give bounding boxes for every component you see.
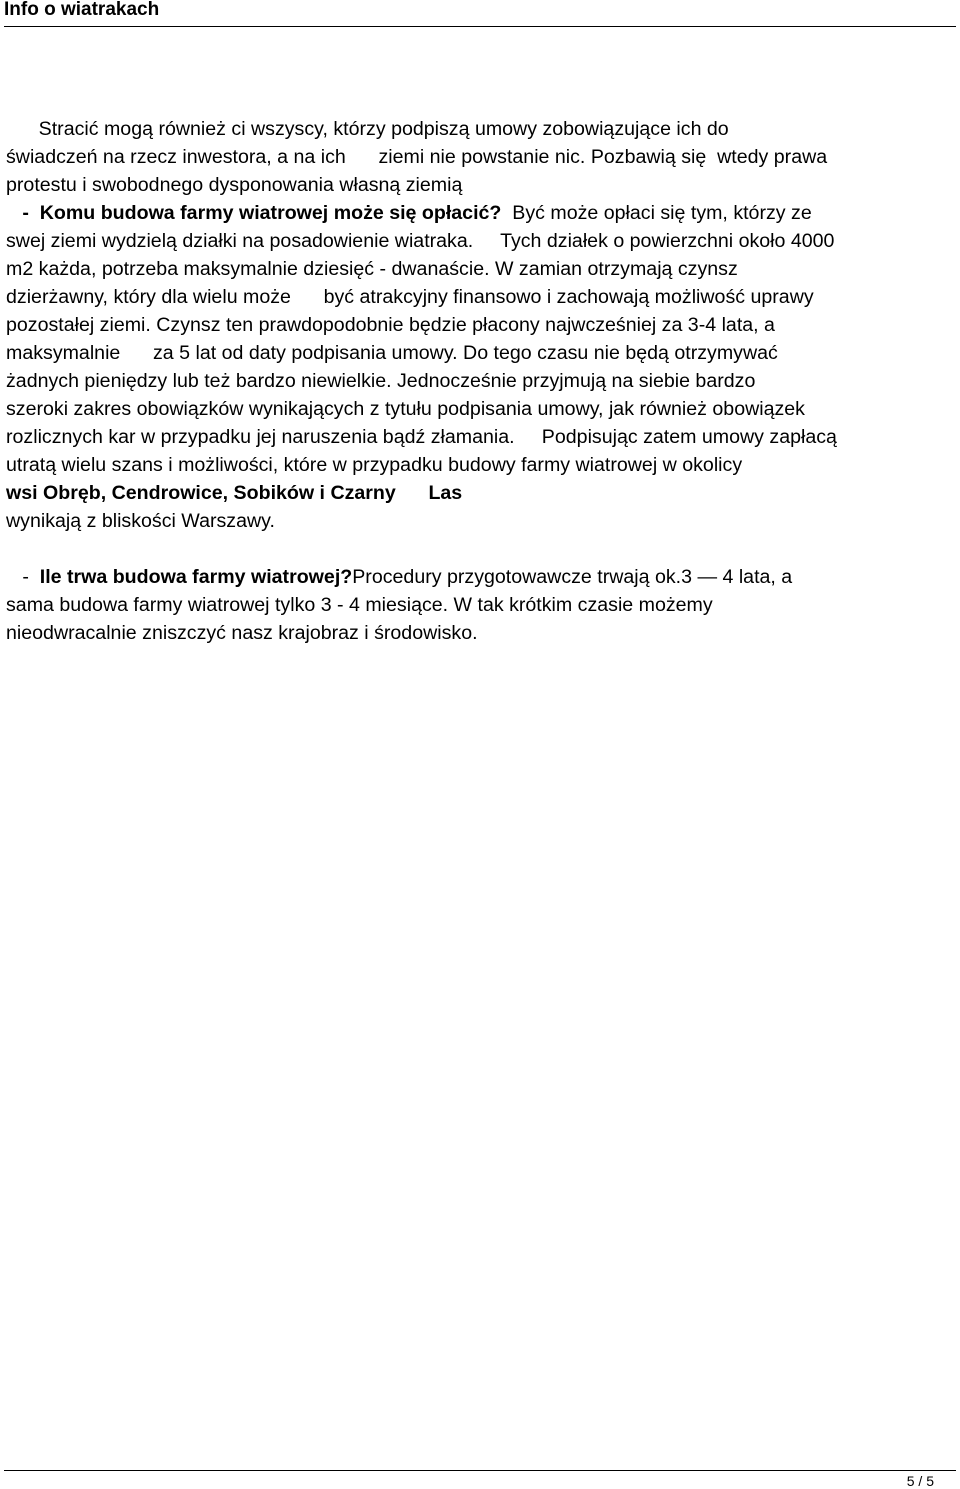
paragraph-line: maksymalnie za 5 lat od daty podpisania umowy. Do tego czasu nie będą otrzymywać bbox=[6, 342, 778, 364]
paragraph-line: szeroki zakres obowiązków wynikających z tytułu podpisania umowy, jak również obowiązek bbox=[6, 398, 805, 420]
paragraph-line: swej ziemi wydzielą działki na posadowienie wiatraka. Tych działek o powierzchni około 4000 bbox=[6, 230, 835, 252]
question-heading: - Komu budowa farmy wiatrowej może się opłacić? bbox=[6, 202, 502, 224]
blank-line bbox=[6, 535, 956, 563]
village-names: wsi Obręb, Cendrowice, Sobików i Czarny Las bbox=[6, 482, 463, 504]
page-footer bbox=[4, 1470, 956, 1488]
page-number: 5 / 5 bbox=[906, 1473, 934, 1489]
paragraph-line: m2 każda, potrzeba maksymalnie dziesięć - dwanaście. W zamian otrzymają czynsz bbox=[6, 258, 738, 280]
answer-text: Być może opłaci się tym, którzy ze bbox=[501, 202, 812, 224]
page-header bbox=[4, 0, 956, 27]
paragraph-line: Stracić mogą również ci wszyscy, którzy podpiszą umowy zobowiązujące ich do bbox=[6, 118, 729, 140]
paragraph-line: dzierżawny, który dla wielu może być atrakcyjny finansowo i zachowają możliwość uprawy bbox=[6, 286, 814, 308]
paragraph-line: wynikają z bliskości Warszawy. bbox=[6, 510, 275, 532]
paragraph-line: utratą wielu szans i możliwości, które w przypadku budowy farmy wiatrowej w okolicy bbox=[6, 454, 743, 476]
dash: - bbox=[6, 566, 40, 588]
question-line bbox=[6, 199, 956, 227]
document-title: Info o wiatrakach bbox=[4, 0, 160, 20]
paragraph-line: żadnych pieniędzy lub też bardzo niewielkie. Jednocześnie przyjmują na siebie bardzo bbox=[6, 370, 756, 392]
paragraph-line: sama budowa farmy wiatrowej tylko 3 - 4 miesiące. W tak krótkim czasie możemy bbox=[6, 594, 713, 616]
answer-text: Procedury przygotowawcze trwają ok.3 — 4 lata, a bbox=[352, 566, 793, 588]
document-body bbox=[6, 115, 956, 647]
question-heading: Ile trwa budowa farmy wiatrowej? bbox=[39, 566, 353, 588]
paragraph-line: świadczeń na rzecz inwestora, a na ich ziemi nie powstanie nic. Pozbawią się wtedy prawa bbox=[6, 146, 828, 168]
paragraph-line: nieodwracalnie zniszczyć nasz krajobraz i środowisko. bbox=[6, 622, 478, 644]
question-line bbox=[6, 563, 956, 591]
paragraph-line: pozostałej ziemi. Czynsz ten prawdopodobnie będzie płacony najwcześniej za 3-4 lata, a bbox=[6, 314, 775, 336]
paragraph-line: rozlicznych kar w przypadku jej naruszenia bądź złamania. Podpisując zatem umowy zapłacą bbox=[6, 426, 837, 448]
paragraph-line: protestu i swobodnego dysponowania własną ziemią bbox=[6, 174, 463, 196]
